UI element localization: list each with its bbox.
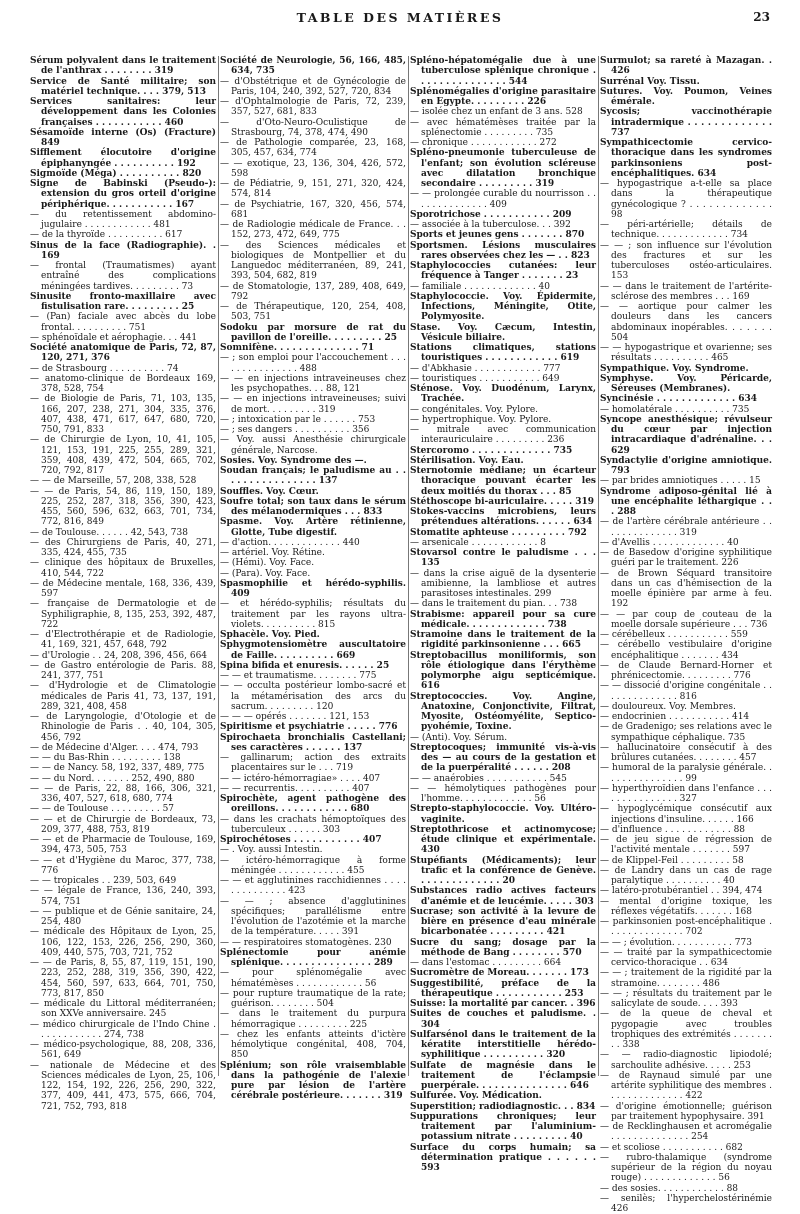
index-entry: — associée à la tuberculose. . . 392 — [410, 220, 571, 230]
index-entry: — (Hémi). Voy. Face. — [220, 558, 315, 569]
index-entry: Staphylococcies cutanées: leur fréquence à Tanger . . . . . . . 23 — [410, 261, 596, 282]
index-entry: Sternotomie médiane; un écarteur thoracique pouvant écarter les deux moitiés du thorax . . . 85 — [410, 466, 596, 497]
index-entry: — isolée chez un enfant de 3 ans. 528 — [410, 107, 583, 118]
index-entry: — de Pathologie comparée, 23, 168, 305, 457, 634, 774 — [220, 138, 406, 159]
index-entry: Spléno-pneumonie tuberculeuse de l'enfant; son évolution scléreuse avec dilatation bronchique secondaire . . . . . . . . . 319 — [410, 148, 596, 189]
index-entry: — de Gastro entérologie de Paris. 88, 241, 377, 751 — [30, 660, 216, 681]
index-entry: — — hypogastrique et ovarienne; ses résultats . . . . . . . . . . 465 — [600, 343, 772, 364]
index-entry: — de Pédiatrie, 9, 151, 271, 320, 424, 574, 814 — [220, 179, 406, 200]
index-entry: — hypoglycémique consécutif aux injections d'insuline. . . . . . 166 — [600, 804, 772, 825]
index-entry: Spiritisme et psychiatrie . . . . . 776 — [220, 722, 398, 733]
index-entry: Sportsmen. Lésions musculaires rares observées chez les — . . 823 — [410, 240, 596, 261]
index-entry: — avec hématémèses traitée par la splénectomie . . . . . . . . . 735 — [410, 117, 596, 138]
index-entry: — de la thyroïde . . . . . . . . . . 617 — [30, 230, 183, 241]
index-entry: Sucromètre de Moreau. . . . . . . 173 — [410, 968, 589, 979]
index-entry: Sympathicectomie cervico-thoracique dans les syndromes parkinsoniens post-encéphalitiques. 634 — [600, 138, 772, 179]
index-entry: — médico-psychologique, 88, 208, 336, 561, 649 — [30, 1040, 216, 1061]
index-column-3 — [410, 56, 597, 1173]
index-entry: — du retentissement abdomino-jugulaire . . . . . . . . . . . . 481 — [30, 209, 216, 230]
index-entry: — et hérédo-syphilis; résultats du traitement par les rayons ultra-violets. . . . . . . . . . 815 — [220, 599, 406, 630]
index-entry: Syncinésie . . . . . . . . . . . . . 634 — [600, 394, 758, 405]
index-entry: — — légale de France, 136, 240, 393, 574, 751 — [30, 886, 216, 907]
index-entry: — de Psychiatrie, 167, 320, 456, 574, 681 — [220, 199, 406, 220]
index-entry: Stokes-vaccins microbiens, leurs prétendues altérations. . . . . . 634 — [410, 507, 596, 528]
index-entry: — — par coup de couteau de la moelle dorsale supérieure . . . 736 — [600, 609, 772, 630]
index-entry: — — en injections intraveineuses; suivi de mort. . . . . . . . . 319 — [220, 394, 406, 415]
index-entry: — — dans le traitement de l'artérite-sclérose des membres . . . 169 — [600, 281, 772, 302]
index-entry: — de Brown Séquard transitoire dans un cas d'hémisection de la moelle épinière par arme à feu. 192 — [600, 568, 772, 610]
index-entry: — péri-artérielle; détails de technique. . . . . . . . . . . . . 734 — [600, 220, 772, 241]
index-entry: — de Médecine mentale, 168, 336, 439, 597 — [30, 578, 216, 599]
index-entry: — de Thérapeutique, 120, 254, 408, 503, 751 — [220, 302, 406, 323]
index-entry: — familiale . . . . . . . . . . . . . 40 — [410, 281, 550, 292]
index-entry: — de Basedow d'origine syphilitique guéri par le traitement. 226 — [600, 548, 772, 569]
index-entry: — de Radiologie médicale de France. . . 152, 273, 472, 649, 775 — [220, 220, 406, 241]
index-entry: — — — opérés . . . . . . . 121, 153 — [220, 712, 370, 722]
index-entry: Strabisme: appareil pour sa cure médicale. . . . . . . . . . . . . 738 — [410, 609, 596, 630]
index-entry: — mitrale avec communication interauriculaire . . . . . . . . . 236 — [410, 425, 596, 446]
index-entry: Substances radio actives facteurs d'anémie et de leucémie. . . . . 303 — [410, 886, 596, 907]
index-entry: — (Para). Voy. Face. — [220, 568, 311, 579]
index-entry: — anatomo-clinique de Bordeaux 169, 378, 528, 754 — [30, 373, 216, 394]
index-entry: — d'action. . . . . . . . . . . . . 440 — [220, 537, 360, 548]
index-entry: — — radio-diagnostic lipiodolé; sarchoulite adhésive. . . . . 253 — [600, 1050, 772, 1071]
index-entry: — nationale de Médecine et des Sciences médicales de Lyon, 25, 106, 122, 154, 192, 226, 256, 290, 322, 377, 409, 441, 473, 575, 666, 704, 721, 752, 793, 818 — [30, 1060, 216, 1112]
index-entry: Suppurations chroniques; leur traitement par l'aluminium-potassium nitrate . . . . . . . . . 40 — [410, 1111, 596, 1143]
index-entry: — parkinsonien post-encéphalitique . . . . . . . . . . . . . . 702 — [600, 917, 772, 938]
index-entry: Spirochaeta bronchialis Castellani; ses caractères . . . . . . 137 — [220, 732, 406, 753]
index-entry: — — traité par la sympathicectomie cervico-thoracique . . 634 — [600, 947, 772, 968]
index-entry: — de Stomatologie, 137, 289, 408, 649, 792 — [220, 281, 406, 302]
index-entry: — — et traumatisme. . . . . . . . 775 — [220, 671, 377, 681]
index-entry: — de la queue de cheval et pygopagie avec troubles trophiques des extrémités . . . . . . . . . 338 — [600, 1009, 772, 1050]
index-entry: — — du Nord. . . . . . . 252, 490, 880 — [30, 773, 195, 784]
index-entry: — — occulta postérieur lombo-sacré et la métamérisation des arcs du sacrum. . . . . . . . . 120 — [220, 681, 406, 712]
index-entry: — dans le traitement du purpura hémorragique . . . . . . . . . 225 — [220, 1009, 406, 1030]
index-entry: — — de Toulouse . . . . . . . . . 57 — [30, 804, 175, 815]
index-entry: — dans la crise aiguë de la dysenterie amibienne, la lambliose et autres parasitoses intestinales. 299 — [410, 568, 596, 599]
index-entry: — congénitales. Voy. Pylore. — [410, 404, 539, 415]
index-entry: Sulfate de magnésie dans le traitement de l'éclampsie puerpérale. . . . . . . . . . . . . . . 646 — [410, 1060, 596, 1091]
index-entry: — de Strasbourg . . . . . . . . . . 74 — [30, 363, 179, 374]
index-entry: — dans les crachats hémoptoïques des tuberculeux . . . . . . 303 — [220, 814, 406, 835]
index-entry: — de Recklinghausen et acromégalie . . . . . . . . . . . . . . 254 — [600, 1122, 772, 1143]
index-entry: — chronique . . . . . . . . . . . . 272 — [410, 138, 557, 148]
index-entry: Sucrase; son activité à la levure de bière en présence d'eau minérale bicarbonatée . . . . . . . . . 421 — [410, 906, 596, 938]
index-entry: Signe de Babinski (Pseudo-): extension du gros orteil d'origine périphérique. . . . . . . . . . . 167 — [30, 179, 216, 210]
index-entry: Suggestibilité, préface de la thérapeutique . . . . . . . . . . . 253 — [410, 978, 596, 999]
index-entry: — — ; absence d'agglutinines spécifiques; parallélisme entre l'évolution de l'azotémie et la marche de la température. . . . . 391 — [220, 896, 406, 938]
index-entry: — hypertrophique. Voy. Pylore. — [410, 414, 552, 425]
index-entry: Suisse: la mortalité par cancer. . 396 — [410, 999, 596, 1009]
index-entry: Splénium; son rôle vraisemblable dans la pathogénie de l'alexie pure par lésion de l'artère cérébrale postérieure. . . . . . . 319 — [220, 1060, 406, 1102]
index-entry: — hyperthyroïdien dans l'enfance . . . . . . . . . . . . . . . 327 — [600, 783, 772, 804]
index-entry: — — et de Chirurgie de Bordeaux, 73, 209, 377, 488, 753, 819 — [30, 814, 216, 835]
index-entry: Syndactylie d'origine amniotique. 793 — [600, 455, 772, 476]
index-entry: Spléno-hépatomégalie due à une tuberculose splénique chronique . . . . . . . . . . . . . . . 544 — [410, 56, 596, 87]
index-entry: Stéthoscope bi-auriculaire. . . . . 319 — [410, 496, 595, 507]
index-column-2 — [220, 56, 406, 1102]
index-entry: — homolatérale . . . . . . . . . . 735 — [600, 404, 750, 415]
index-entry: — de Gradenigo; ses relations avec le sympathique céphalique. 735 — [600, 722, 772, 743]
index-entry: Streptococcies. Voy. Angine, Anatoxine, Conjonctivite, Filtrat, Myosite, Ostéomyélite, Septico-pyohémie, Toxine. — [410, 691, 596, 733]
index-entry: Spasmophilie et hérédo-syphilis. 409 — [220, 578, 406, 599]
index-entry: — d'Oto-Neuro-Oculistique de Strasbourg, 74, 378, 474, 490 — [220, 117, 406, 138]
index-entry: Somnifène. . . . . . . . . . . . . . 71 — [220, 343, 375, 353]
index-entry: — arsenicale . . . . . . . . . . . . 8 — [410, 537, 547, 548]
index-entry: — d'Ophtalmologie de Paris, 72, 239, 357, 527, 681, 833 — [220, 97, 406, 118]
index-entry: Suites de couches et paludisme. . 304 — [410, 1009, 596, 1030]
index-entry: — (Anti). Voy. Sérum. — [410, 732, 508, 743]
index-entry: — dans l'estomac . . . . . . . . . 664 — [410, 958, 562, 968]
index-entry: Stations climatiques, stations touristiques . . . . . . . . . . . . 619 — [410, 343, 596, 364]
index-entry: — médicale du Littoral méditerranéen; son XXVe anniversaire. 245 — [30, 999, 216, 1020]
index-column-1 — [30, 56, 216, 1112]
index-entry: — — du Bas-Rhin . . . . . . . . . 138 — [30, 753, 181, 763]
index-entry: — d'Urologie . . 24, 208, 396, 456, 664 — [30, 650, 208, 661]
index-entry: Sulfarsénol dans le traitement de la kératite interstitielle hérédo-syphilitique . . . . . . . . . . 320 — [410, 1029, 596, 1061]
index-entry: — et scoliose . . . . . . . . . . . 682 — [600, 1142, 743, 1153]
index-entry: Sérum polyvalent dans le traitement de l'anthrax . . . . . . . . 319 — [30, 56, 216, 77]
index-entry: — des Chirurgiens de Paris, 40, 271, 335, 424, 455, 735 — [30, 537, 216, 558]
index-entry: — de Biologie de Paris, 71, 103, 135, 166, 207, 238, 271, 304, 335, 376, 407, 438, 471, 617, 647, 680, 720, 750, 791, 833 — [30, 394, 216, 435]
index-entry: — pour splénomégalie avec hématémèses . . . . . . . . . . . . 56 — [220, 968, 406, 989]
index-entry: — — anaérobies . . . . . . . . . . . 545 — [410, 773, 567, 784]
index-entry: — douloureux. Voy. Membres. — [600, 701, 736, 712]
index-entry: — d'Electrothérapie et de Radiologie, 41, 169, 321, 457, 648, 792 — [30, 630, 216, 651]
index-entry: — de Médecine d'Alger. . . . 474, 793 — [30, 742, 199, 753]
index-entry: — — recurrentis. . . . . . . . . . 407 — [220, 783, 370, 794]
index-entry: Sphacèle. Voy. Pied. — [220, 630, 320, 640]
index-entry: — — dissocié d'origine congénitale . . . . . . . . . . . . . . 816 — [600, 681, 772, 702]
index-entry: Services sanitaires: leur développement dans les Colonies françaises . . . . . . . . . . . 460 — [30, 97, 216, 128]
index-entry: — de Landry dans un cas de rage paralytique . . . . . . . . . . 40 — [600, 865, 772, 886]
index-entry: — — ; traitement de la rigidité par la stramoine. . . . . . . . 486 — [600, 968, 772, 989]
index-entry: — hypogastrique a-t-elle sa place dans la thérapeutique gynécologique ? . . . . . . . . . . . . . 98 — [600, 179, 772, 220]
index-entry: — (Pan) faciale avec abcès du lobe frontal. . . . . . . . . . 751 — [30, 312, 216, 333]
index-entry: — cérébelleux . . . . . . . . . . . 559 — [600, 630, 748, 640]
index-entry: — gallinarum; action des extraits placentaires sur le . . . 719 — [220, 753, 406, 774]
index-entry: — des Sciences médicales et biologiques de Montpellier et du Languedoc méditerranéen, 89, 241, 393, 504, 682, 819 — [220, 240, 406, 282]
index-entry: Surmulot; sa rareté à Mazagan. . 426 — [600, 56, 772, 77]
index-entry: — chez les enfants atteints d'ictère hémolytique congénital, 408, 704, 850 — [220, 1029, 406, 1061]
index-entry: — — de Paris, 22, 88, 166, 306, 321, 336, 407, 527, 618, 680, 774 — [30, 783, 216, 804]
index-entry: — artériel. Voy. Rétine. — [220, 548, 325, 558]
index-entry: Stase. Voy. Cæcum, Intestin, Vésicule biliaire. — [410, 322, 596, 343]
index-entry: — d'origine émotionnelle; guérison par traitement hypophysaire. 391 — [600, 1101, 772, 1122]
index-entry: — ictéro-hémorragique à forme méningée . . . . . . . . . . . . 455 — [220, 855, 406, 876]
index-entry: Sutures. Voy. Poumon, Veines émérale. — [600, 86, 772, 107]
index-entry: Syncope anesthésique; révulseur du cœur par injection intracardiaque d'adrénaline. . . 629 — [600, 414, 772, 456]
index-entry: — médicale des Hôpitaux de Lyon, 25, 106, 122, 153, 226, 256, 290, 360, 409, 440, 575, 703, 721, 752 — [30, 927, 216, 958]
index-entry: Streptothricose et actinomycose; étude clinique et expérimentale. 430 — [410, 824, 596, 856]
index-entry: — — ictéro-hémorragiae» . . . . 407 — [220, 773, 381, 784]
index-entry: Splénomégalies d'origine parasitaire en Egypte. . . . . . . . . 226 — [410, 86, 597, 107]
index-entry: — ; ses dangers . . . . . . . . . . 356 — [220, 425, 370, 435]
index-entry: — — et d'Hygiène du Maroc, 377, 738, 776 — [30, 855, 216, 876]
page-header — [0, 4, 800, 30]
index-entry: — rubro-thalamique (syndrome supérieur de la région du noyau rouge) . . . . . . . . . . . . . 56 — [600, 1152, 772, 1184]
index-entry: — — de Nancy. 58, 192, 337, 489, 775 — [30, 763, 205, 774]
index-entry: Splénectomie pour anémie splénique. . . . . . . . . . . . . . . 289 — [220, 947, 406, 968]
index-entry: Streptobacillus moniliformis, son rôle étiologique dans l'érythème polymorphe aigu septicémique. 616 — [410, 650, 596, 692]
index-entry: — sphénoïdale et aérophagie. . . 441 — [30, 332, 198, 343]
index-entry: Sifflement élocutoire d'origine épiphanyngée . . . . . . . . . . 192 — [30, 148, 216, 169]
index-entry: — — aortique pour calmer les douleurs dans les cancers abdominaux inopérables. . . . . . . 504 — [600, 302, 772, 343]
index-entry: — — exotique, 23, 136, 304, 426, 572, 598 — [220, 158, 406, 179]
index-entry: — latéro-protubérantiel . . 394, 474 — [600, 886, 763, 897]
index-entry: — hallucinatoire consécutif à des brûlures cutanées. . . . . . . . 457 — [600, 742, 772, 763]
index-columns — [30, 56, 772, 1214]
index-entry: — touristiques . . . . . . . . . . . 649 — [410, 373, 560, 384]
index-entry: Sucre du sang; dosage par la méthode de Bang . . . . . . . . 570 — [410, 937, 596, 958]
index-entry: — de Raynaud simulé par une artérite syphilitique des membres . . . . . . . . . . . . . . 422 — [600, 1070, 772, 1102]
index-entry: — — publique et de Génie sanitaire, 24, 254, 480 — [30, 906, 216, 927]
index-entry: — des sosies. . . . . . . . . . . . 88 — [600, 1183, 739, 1194]
index-entry: Syndrome adiposo-génital lié à une encéphalite léthargique . . . 288 — [600, 486, 772, 517]
index-entry: — — tropicales . . 239, 503, 649 — [30, 876, 177, 886]
index-entry: — Voy. aussi Anesthésie chirurgicale générale, Narcose. — [220, 435, 406, 456]
index-entry: Spirochétoses . . . . . . . . . . . 407 — [220, 835, 382, 845]
index-entry: — — ; résultats du traitement par le salicylate de soude. . . . 393 — [600, 988, 772, 1009]
index-entry: Sphygmotensiomètre auscultatoire de Faille. . . . . . . . . . 669 — [220, 640, 406, 661]
index-entry: — de Chirurgie de Lyon, 10, 41, 105, 121, 153, 191, 225, 255, 289, 321, 359, 408, 439, 472, 504, 665, 702, 720, 792, 817 — [30, 435, 216, 476]
index-entry: Sosies. Voy. Syndrome des —. — [220, 455, 367, 466]
index-entry: — de l'artère cérébrale antérieure . . . . . . . . . . . . . . 319 — [600, 517, 772, 538]
index-entry: Sinus de la face (Radiographie). . 169 — [30, 240, 216, 261]
index-entry: — de Claude Bernard-Horner et phrénicectomie. . . . . . . . . 776 — [600, 660, 772, 681]
index-entry: — médico chirurgicale de l'Indo Chine . . . . . . . . . . . . 274, 738 — [30, 1019, 216, 1040]
index-entry: Spasme. Voy. Artère rétinienne, Glotte, Tube digestif. — [220, 517, 406, 538]
index-entry: — — et de Pharmacie de Toulouse, 169, 394, 473, 505, 753 — [30, 835, 216, 856]
index-entry: — — en injections intraveineuses chez les psychopathes. . . 88, 121 — [220, 373, 406, 394]
index-entry: Symphyse. Voy. Péricarde, Séreuses (Membranes). — [600, 373, 772, 394]
index-entry: Service de Santé militaire; son matériel technique. . . . 379, 513 — [30, 76, 216, 97]
index-entry: — cérébello vestibulaire d'origine encéphalitique . . . . . . . 434 — [600, 640, 772, 661]
index-entry: — d'Obstétrique et de Gynécologie de Paris, 104, 240, 392, 527, 720, 834 — [220, 76, 406, 97]
index-entry: — d'Hydrologie et de Climatologie médicales de Paris 41, 73, 137, 191, 289, 321, 408, 458 — [30, 681, 216, 712]
index-entry: Sulfurée. Voy. Médication. — [410, 1091, 542, 1102]
index-entry: — de jeu sigue de régression de l'activité mentale . . . . . . . 597 — [600, 835, 772, 856]
index-entry: Soudan français; le paludisme au . . . . . . . . . . . . . . . . 137 — [220, 466, 406, 487]
index-entry: Soufre total; son taux dans le sérum des mélanodermiques . . . 833 — [220, 496, 406, 517]
index-entry: Stovarsol contre le paludisme . . . 135 — [410, 548, 596, 569]
index-entry: Sténose. Voy. Duodénum, Larynx, Trachée. — [410, 384, 596, 405]
index-entry: — d'Avellis . . . . . . . . . . . . . 40 — [600, 537, 739, 548]
index-entry: Spina bifida et enuresis. . . . . . 25 — [220, 660, 390, 671]
index-entry: — frontal (Traumatismes) ayant entraîné des complications méningées tardives. . . . . . . . . 73 — [30, 261, 216, 292]
index-entry: — ; intoxication par le . . . . . . 753 — [220, 414, 376, 425]
index-entry: Surface du corps humain; sa détermination pratique . . . . . . 593 — [410, 1142, 596, 1173]
index-entry: — — ; son influence sur l'évolution des fractures et sur les tuberculoses ostéo-articulaires. 153 — [600, 240, 772, 282]
index-entry: Stramoine dans le traitement de la rigidité parkinsonienne . . . 665 — [410, 630, 596, 651]
index-entry: — — prolongée curable du nourrisson . . . . . . . . . . . . . . 409 — [410, 189, 596, 210]
index-entry: — d'influence . . . . . . . . . . . . 88 — [600, 824, 746, 835]
index-entry: — ; son emploi pour l'accouchement . . . . . . . . . . . . . . . 488 — [220, 353, 406, 374]
index-entry: — par brides amniotiques . . . . . 15 — [600, 476, 761, 487]
index-entry: Sympathique. Voy. Syndrome. — [600, 363, 749, 374]
index-entry: Staphylococcie. Voy. Épidermite, Infections, Méningite, Otite, Polymyosite. — [410, 291, 596, 323]
index-entry: Superstition; radiodiagnostic. . . 834 — [410, 1101, 596, 1112]
index-entry: Stupéfiants (Médicaments); leur trafic et la conférence de Genève. . . . . . . . . . . . . . 20 — [410, 855, 596, 886]
index-entry: Surrénal Voy. Tissu. — [600, 76, 700, 87]
index-entry: — d'Abkhasie . . . . . . . . . . . . 777 — [410, 363, 561, 374]
index-entry: Strepto-staphylococcie. Voy. Ultéro-vaginite. — [410, 804, 596, 825]
index-entry: Stérilisation. Voy. Eau. — [410, 455, 524, 466]
index-entry: — clinique des hôpitaux de Bruxelles, 410, 544, 722 — [30, 558, 216, 579]
index-entry: — — de Paris, 8, 55, 87, 119, 151, 190, 223, 252, 288, 319, 356, 390, 422, 454, 560, 597, 633, 664, 701, 750, 773, 817, 850 — [30, 958, 216, 999]
index-column-4 — [600, 56, 772, 1214]
index-entry: — — respiratoires stomatogènes. 230 — [220, 937, 392, 948]
index-entry: — . Voy. aussi Intestin. — [220, 845, 323, 856]
index-entry: — de Klippel-Feil . . . . . . . . . 58 — [600, 855, 744, 866]
index-entry: Sigmoïde (Méga) . . . . . . . . . . 820 — [30, 168, 202, 179]
index-entry: — — de Paris, 54, 86, 119, 150, 189, 225, 252, 287, 318, 356, 390, 423, 455, 560, 596, 632, 663, 701, 734, 772, 816, 849 — [30, 486, 216, 528]
index-entry: Stercoromo . . . . . . . . . . . . . 735 — [410, 445, 573, 456]
index-entry: — de Laryngologie, d'Otologie et de Rhinologie de Paris . . 40, 104, 305, 456, 792 — [30, 712, 216, 743]
index-entry: Société de Neurologie, 56, 166, 485, 634, 735 — [220, 56, 406, 77]
index-entry: — — ; évolution. . . . . . . . . . . 773 — [600, 937, 752, 948]
index-entry: — mental d'origine toxique, les réflexes végétatifs. . . . . . . 168 — [600, 896, 772, 917]
index-entry: — endocrinien . . . . . . . . . . . 414 — [600, 712, 750, 722]
index-entry: Sycosis; vaccinothérapie intradermique . . . . . . . . . . . . . 737 — [600, 107, 772, 138]
index-entry: Sporotrichose . . . . . . . . . . . 209 — [410, 209, 572, 220]
index-entry: Sésamoïde interne (Os) (Fracture) 849 — [30, 127, 216, 148]
index-entry: Sodoku par morsure de rat du pavillon de l'oreille. . . . . . . . . 25 — [220, 322, 406, 343]
index-entry: Streptocoques; immunité vis-à-vis des — au cours de la gestation et de la puerpéralité . . . . . . 208 — [410, 742, 596, 774]
index-entry: Spirochète, agent pathogène des oreillons. . . . . . . . . . . . 680 — [220, 794, 406, 815]
index-entry: Souffles. Voy. Cœur. — [220, 486, 319, 497]
index-entry: Sinusite fronto-maxillaire avec fistulisation rare. . . . . . . . . 25 — [30, 291, 216, 312]
page-title: TABLE DES MATIÈRES — [296, 10, 504, 25]
index-entry: Stomatite aphteuse . . . . . . . . . 792 — [410, 527, 587, 538]
index-entry: — dans le traitement du pian. . . 738 — [410, 599, 578, 610]
index-entry: — pour rupture traumatique de la rate; guérison. . . . . . . . 504 — [220, 988, 406, 1009]
index-entry: Sports et jeunes gens . . . . . . . 870 — [410, 230, 585, 241]
index-entry: — humoral de la paralysie générale. . . . . . . . . . . . . . . 99 — [600, 763, 772, 784]
index-entry: — — hémolytiques pathogènes pour l'homme. . . . . . . . . . . . . 56 — [410, 783, 596, 804]
index-entry: Société anatomique de Paris, 72, 87, 120, 271, 376 — [30, 343, 216, 364]
index-entry: — française de Dermatologie et de Syphiligraphie, 8, 135, 253, 392, 487, 722 — [30, 599, 216, 630]
index-entry: — de Toulouse. . . . . . 42, 543, 738 — [30, 527, 188, 538]
page-number: 23 — [753, 10, 770, 24]
index-entry: — — de Marseille, 57, 208, 338, 528 — [30, 476, 197, 487]
index-entry: — — et agglutinines racchidiennes . . . . . . . . . . . . . . 423 — [220, 876, 406, 897]
index-entry: — senilès; l'hyperchelostérinémie 426 — [600, 1193, 772, 1214]
